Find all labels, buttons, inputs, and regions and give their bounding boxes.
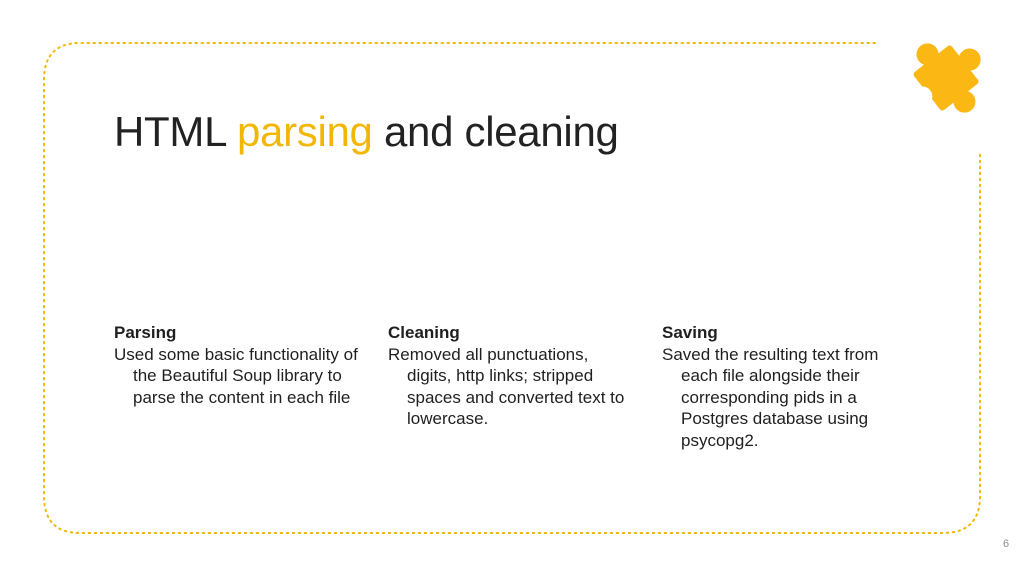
title-part2: and cleaning [372, 108, 619, 155]
column-body: Saved the resulting text from each file alongside their corresponding pids in a Postgres database using psycopg2. [662, 344, 879, 450]
column-parsing [114, 322, 359, 408]
title-part1: HTML [114, 108, 237, 155]
column-saving [662, 322, 907, 451]
column-body: Used some basic functionality of the Beautiful Soup library to parse the content in each file [114, 344, 358, 407]
slide-title [114, 108, 619, 156]
column-cleaning [388, 322, 633, 430]
column-heading: Saving [662, 323, 718, 342]
puzzle-piece-icon [896, 28, 996, 128]
column-body: Removed all punctuations, digits, http links; stripped spaces and converted text to lowercase. [388, 344, 625, 428]
column-heading: Parsing [114, 323, 177, 342]
column-heading: Cleaning [388, 323, 460, 342]
page-number: 6 [1003, 538, 1010, 550]
title-accent-word: parsing [236, 108, 373, 155]
